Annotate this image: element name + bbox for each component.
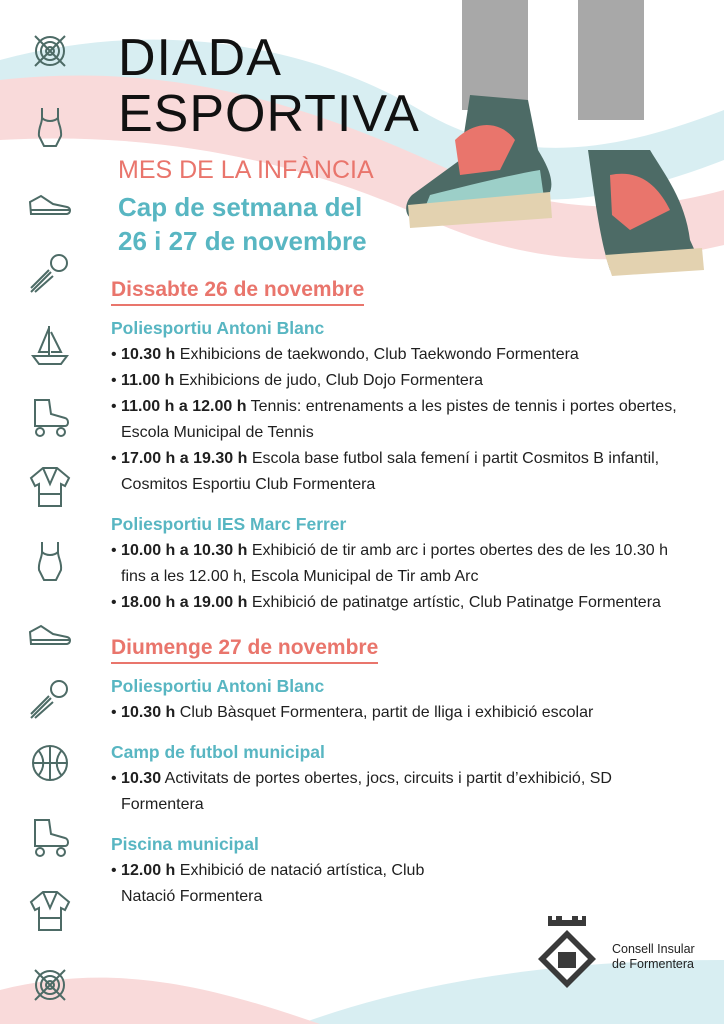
event-item: • 12.00 h Exhibició de natació artística, Club Natació Formentera xyxy=(111,862,425,905)
event-item: • 10.30 Activitats de portes obertes, jocs, circuits i partit d’exhibició, SD Formentera xyxy=(111,770,612,813)
event-time: 10.30 xyxy=(121,770,162,787)
day-saturday xyxy=(111,278,691,616)
day-sunday xyxy=(111,636,691,910)
event-time: 10.30 h xyxy=(121,346,176,363)
venue-name: Poliesportiu Antoni Blanc xyxy=(111,318,325,338)
sneaker-icon xyxy=(27,180,73,226)
venue-block xyxy=(111,514,691,616)
event-time: 11.00 h a 12.00 h xyxy=(121,398,247,415)
venue-name: Poliesportiu IES Marc Ferrer xyxy=(111,514,347,534)
swimsuit-icon xyxy=(27,538,73,584)
dates-line-2: 26 i 27 de novembre xyxy=(118,226,367,256)
day-heading: Dissabte 26 de novembre xyxy=(111,278,364,306)
event-time: 18.00 h a 19.00 h xyxy=(121,594,248,611)
event-description: Club Bàsquet Formentera, partit de lliga i exhibició escolar xyxy=(179,704,594,721)
venue-block xyxy=(111,318,691,498)
event-item: • 10.30 h Club Bàsquet Formentera, partit de lliga i exhibició escolar xyxy=(111,704,594,721)
day-heading: Diumenge 27 de novembre xyxy=(111,636,378,664)
program-content xyxy=(111,278,691,926)
title-line-2: ESPORTIVA xyxy=(118,85,420,143)
organization-name xyxy=(612,942,695,972)
title-line-1: DIADA xyxy=(118,29,282,87)
consell-insular-logo xyxy=(534,912,600,992)
sailboat-icon xyxy=(27,322,73,368)
organization-line-2: de Formentera xyxy=(612,957,694,971)
venue-block xyxy=(111,742,691,818)
event-time: 12.00 h xyxy=(121,862,176,879)
event-description: Escola base futbol sala femení i partit Cosmitos B infantil, Cosmitos Esportiu Club Formentera xyxy=(121,450,660,493)
venue-name: Camp de futbol municipal xyxy=(111,742,325,762)
event-time: 11.00 h xyxy=(121,372,175,389)
event-item: • 11.00 h Exhibicions de judo, Club Dojo Formentera xyxy=(111,372,484,389)
event-item: • 10.00 h a 10.30 h Exhibició de tir amb arc i portes obertes des de les 10.30 h fins a les 12.00 h, Escola Municipal de Tir amb Arc xyxy=(111,542,669,585)
event-description: Activitats de portes obertes, jocs, circuits i partit d’exhibició, SD Formentera xyxy=(121,770,612,813)
event-description: Exhibicions de taekwondo, Club Taekwondo Formentera xyxy=(179,346,579,363)
event-description: Exhibició de tir amb arc i portes obertes des de les 10.30 h fins a les 12.00 h, Escola Municipal de Tir amb Arc xyxy=(121,542,669,585)
roller-skate-icon xyxy=(27,394,73,440)
judo-gi-icon xyxy=(27,888,73,934)
event-time: 10.30 h xyxy=(121,704,176,721)
venue-name: Piscina municipal xyxy=(111,834,259,854)
venue-block xyxy=(111,834,441,910)
tennis-ball-icon xyxy=(27,250,73,296)
event-description: Exhibició de natació artística, Club Natació Formentera xyxy=(121,862,425,905)
organization-line-1: Consell Insular xyxy=(612,942,695,956)
basketball-icon xyxy=(27,740,73,786)
venue-name: Poliesportiu Antoni Blanc xyxy=(111,676,325,696)
roller-skate-icon xyxy=(27,814,73,860)
event-dates xyxy=(118,190,367,258)
event-item: • 11.00 h a 12.00 h Tennis: entrenaments a les pistes de tennis i portes obertes, Escola Municipal de Tennis xyxy=(111,398,677,441)
event-title xyxy=(118,30,420,142)
venue-block xyxy=(111,676,691,726)
event-time: 17.00 h a 19.30 h xyxy=(121,450,248,467)
tennis-ball-icon xyxy=(27,676,73,722)
event-description: Tennis: entrenaments a les pistes de tennis i portes obertes, Escola Municipal de Tennis xyxy=(121,398,677,441)
event-item: • 10.30 h Exhibicions de taekwondo, Club Taekwondo Formentera xyxy=(111,346,579,363)
event-item: • 18.00 h a 19.00 h Exhibició de patinatge artístic, Club Patinatge Formentera xyxy=(111,594,661,611)
swimsuit-icon xyxy=(27,104,73,150)
event-description: Exhibició de patinatge artístic, Club Patinatge Formentera xyxy=(251,594,661,611)
judo-gi-icon xyxy=(27,464,73,510)
target-icon xyxy=(27,962,73,1008)
target-icon xyxy=(27,28,73,74)
event-item: • 17.00 h a 19.30 h Escola base futbol sala femení i partit Cosmitos B infantil, Cosmitos Esportiu Club Formentera xyxy=(111,450,660,493)
event-description: Exhibicions de judo, Club Dojo Formentera xyxy=(178,372,484,389)
sneaker-icon xyxy=(27,610,73,656)
event-time: 10.00 h a 10.30 h xyxy=(121,542,248,559)
sneakers-illustration xyxy=(400,0,724,280)
dates-line-1: Cap de setmana del xyxy=(118,192,363,222)
event-subtitle: MES DE LA INFÀNCIA xyxy=(118,156,374,184)
